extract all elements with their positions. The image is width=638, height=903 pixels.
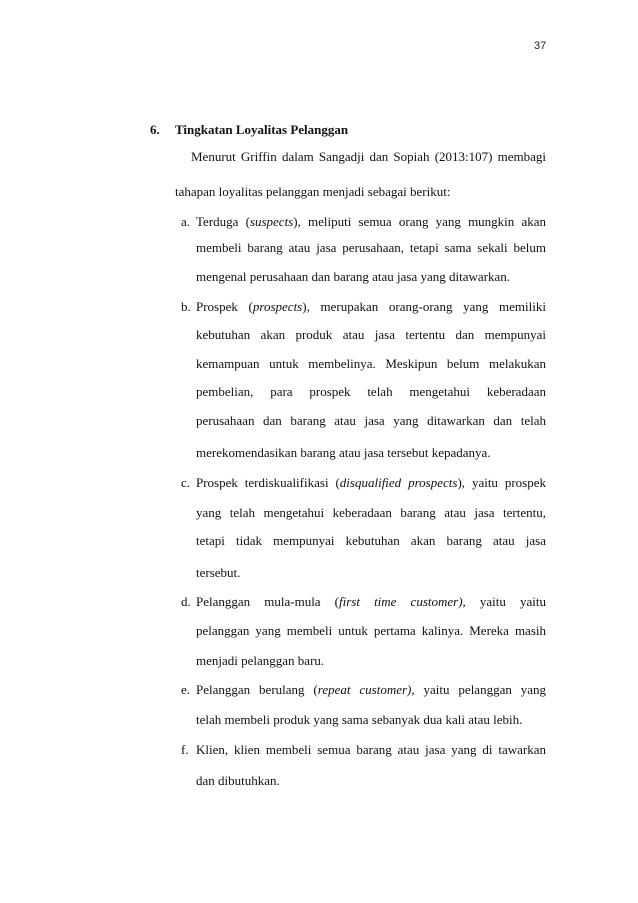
item-b-line-4: pembelian, para prospek telah mengetahui keberadaan: [196, 384, 546, 399]
item-a-line-2: membeli barang atau jasa perusahaan, tetapi sama sekali belum: [196, 240, 546, 255]
item-c-line-3: tetapi tidak mempunyai kebutuhan akan barang atau jasa: [196, 533, 546, 548]
item-b-line-2: kebutuhan akan produk atau jasa tertentu dan mempunyai: [196, 327, 546, 342]
item-d-line-1: Pelanggan mula-mula (first time customer), yaitu yaitu: [196, 594, 546, 609]
section-number: 6.: [150, 122, 160, 137]
item-c-line-4: tersebut.: [196, 565, 241, 580]
item-f-label: f.: [181, 742, 189, 757]
item-a-line-1: Terduga (suspects), meliputi semua orang yang mungkin akan: [196, 214, 546, 229]
item-e-label: e.: [181, 682, 191, 697]
item-a-label: a.: [181, 214, 191, 229]
intro-line-1: Menurut Griffin dalam Sangadji dan Sopiah (2013:107) membagi: [191, 149, 546, 164]
section-heading: [150, 122, 348, 138]
item-b-line-5: perusahaan dan barang atau jasa yang ditawarkan dan telah: [196, 413, 546, 428]
item-c-line-2: yang telah mengetahui keberadaan barang atau jasa tertentu,: [196, 505, 546, 520]
item-b-label: b.: [181, 299, 191, 314]
item-d-line-3: menjadi pelanggan baru.: [196, 653, 325, 668]
item-f-line-1: Klien, klien membeli semua barang atau jasa yang di tawarkan: [196, 742, 546, 757]
item-c-label: c.: [181, 475, 191, 490]
item-c-line-1: Prospek terdiskualifikasi (disqualified prospects), yaitu prospek: [196, 475, 546, 490]
item-d-line-2: pelanggan yang membeli untuk pertama kalinya. Mereka masih: [196, 623, 546, 638]
item-f-line-2: dan dibutuhkan.: [196, 773, 280, 788]
item-b-line-6: merekomendasikan barang atau jasa tersebut kepadanya.: [196, 445, 491, 460]
item-e-line-2: telah membeli produk yang sama sebanyak dua kali atau lebih.: [196, 712, 523, 727]
item-a-line-3: mengenal perusahaan dan barang atau jasa yang ditawarkan.: [196, 269, 511, 284]
item-d-label: d.: [181, 594, 191, 609]
intro-line-2: tahapan loyalitas pelanggan menjadi sebagai berikut:: [175, 184, 451, 199]
section-title: Tingkatan Loyalitas Pelanggan: [175, 122, 349, 137]
item-b-line-1: Prospek (prospects), merupakan orang-orang yang memiliki: [196, 299, 546, 314]
item-b-line-3: kemampuan untuk membelinya. Meskipun belum melakukan: [196, 356, 546, 371]
item-e-line-1: Pelanggan berulang (repeat customer), yaitu pelanggan yang: [196, 682, 547, 697]
page-number: 37: [534, 40, 547, 52]
